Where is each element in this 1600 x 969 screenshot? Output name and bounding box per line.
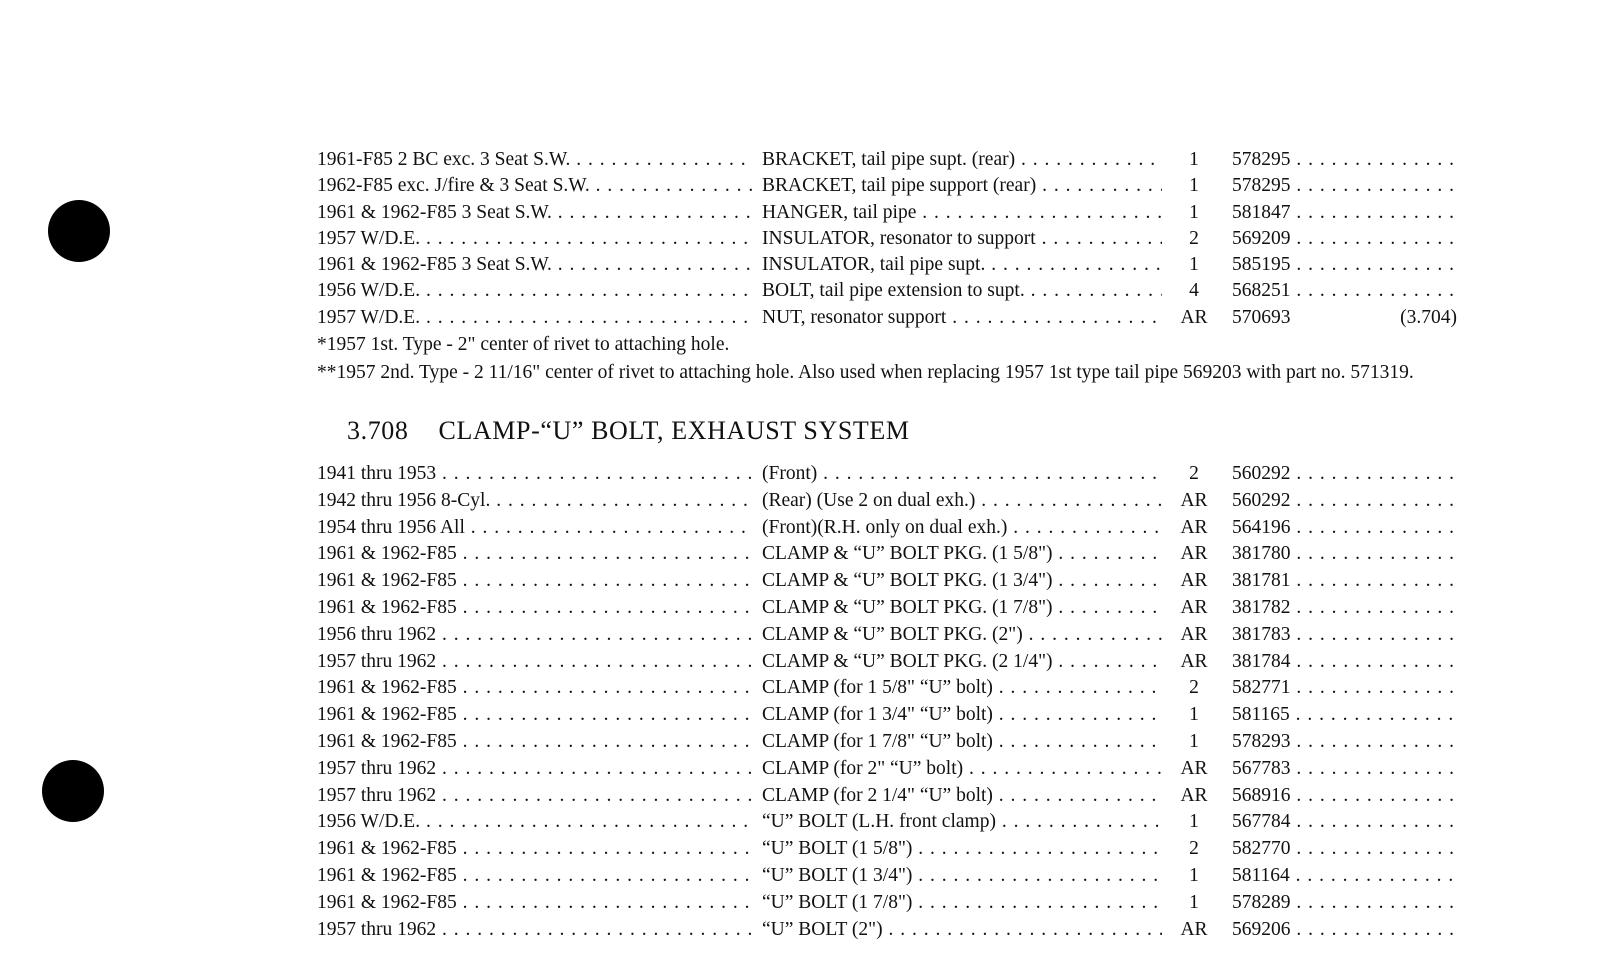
part-number-cell: 581847 . . . — [1232, 200, 1457, 226]
description-cell: CLAMP & “U” BOLT PKG. (1 5/8") . . . — [762, 540, 1162, 567]
description-cell: (Front) . . . — [762, 460, 1162, 487]
application-cell: 1961 & 1962-F85 . . . — [317, 862, 752, 889]
application-cell: 1956 thru 1962 . . . — [317, 621, 752, 648]
quantity-cell: 1 — [1189, 811, 1199, 833]
quantity-cell: AR — [1180, 306, 1208, 328]
footnote-second-type: **1957 2nd. Type - 2 11/16" center of rivet to attaching hole. Also used when replacing 1957 1st type tail pipe 569203 with part no. 571319. — [317, 362, 1414, 384]
quantity-cell: 1 — [1189, 704, 1199, 726]
application-cell: 1956 W/D.E. . . . — [317, 278, 752, 304]
quantity-cell: 1 — [1189, 865, 1199, 887]
parts-row — [317, 594, 1487, 621]
application-cell: 1962-F85 exc. J/fire & 3 Seat S.W. . . . — [317, 173, 752, 199]
parts-row — [317, 173, 1487, 199]
parts-row — [317, 835, 1487, 862]
quantity-cell: 2 — [1189, 227, 1199, 249]
section-reference: (3.704) — [1400, 306, 1457, 328]
application-cell: 1961 & 1962-F85 . . . — [317, 540, 752, 567]
section-title: CLAMP-“U” BOLT, EXHAUST SYSTEM — [438, 416, 910, 446]
part-number-cell: 567784 . . . — [1232, 808, 1457, 835]
quantity-cell: AR — [1180, 650, 1208, 672]
quantity-cell: AR — [1180, 516, 1208, 538]
description-cell: CLAMP (for 1 3/4" “U” bolt) . . . — [762, 701, 1162, 728]
quantity-cell: 2 — [1189, 677, 1199, 699]
parts-row — [317, 728, 1487, 755]
quantity-cell: AR — [1180, 757, 1208, 779]
description-cell: INSULATOR, tail pipe supt. . . . — [762, 252, 1162, 278]
application-cell: 1961-F85 2 BC exc. 3 Seat S.W. . . . — [317, 147, 752, 173]
parts-row — [317, 674, 1487, 701]
application-cell: 1957 thru 1962 . . . — [317, 916, 752, 943]
part-number-cell: 569206 . . . — [1232, 916, 1457, 943]
parts-row — [317, 889, 1487, 916]
part-number-cell: 560292 . . . — [1232, 487, 1457, 514]
parts-row — [317, 701, 1487, 728]
application-cell: 1954 thru 1956 All . . . — [317, 514, 752, 541]
quantity-cell: 1 — [1189, 149, 1199, 170]
parts-row — [317, 487, 1487, 514]
quantity-cell: 1 — [1189, 891, 1199, 913]
parts-row — [317, 808, 1487, 835]
parts-row — [317, 278, 1487, 304]
section-heading — [347, 416, 1487, 446]
part-number-cell: 582770 . . . — [1232, 835, 1457, 862]
quantity-cell: AR — [1180, 597, 1208, 619]
quantity-cell: AR — [1180, 918, 1208, 940]
application-cell: 1961 & 1962-F85 3 Seat S.W. . . . — [317, 252, 752, 278]
quantity-cell: AR — [1180, 784, 1208, 806]
quantity-cell: 1 — [1189, 731, 1199, 753]
application-cell: 1961 & 1962-F85 . . . — [317, 567, 752, 594]
part-number-cell: 569209 . . . — [1232, 226, 1457, 252]
application-cell: 1961 & 1962-F85 . . . — [317, 674, 752, 701]
description-cell: (Rear) (Use 2 on dual exh.) . . . — [762, 487, 1162, 514]
part-number-cell: 578295 . . . — [1232, 173, 1457, 199]
part-number-cell: 560292 . . . — [1232, 460, 1457, 487]
quantity-cell: 2 — [1189, 838, 1199, 860]
section-number: 3.708 — [347, 416, 409, 446]
part-number-cell: 578289 . . . — [1232, 889, 1457, 916]
binder-hole-top — [48, 200, 110, 262]
description-cell: BOLT, tail pipe extension to supt. . . . — [762, 278, 1162, 304]
application-cell: 1956 W/D.E. . . . — [317, 808, 752, 835]
quantity-cell: 1 — [1189, 201, 1199, 223]
application-cell: 1961 & 1962-F85 . . . — [317, 594, 752, 621]
parts-row — [317, 460, 1487, 487]
application-cell: 1961 & 1962-F85 . . . — [317, 835, 752, 862]
part-number-cell: 585195 . . . — [1232, 252, 1457, 278]
parts-row — [317, 514, 1487, 541]
description-cell: “U” BOLT (1 7/8") . . . — [762, 889, 1162, 916]
parts-row — [317, 567, 1487, 594]
parts-table-clamp-u-bolt — [317, 460, 1487, 942]
quantity-cell: AR — [1180, 489, 1208, 511]
parts-row — [317, 862, 1487, 889]
quantity-cell: 1 — [1189, 175, 1199, 197]
parts-row — [317, 252, 1487, 278]
quantity-cell: 2 — [1189, 463, 1199, 485]
part-number-cell: 381780 . . . — [1232, 540, 1457, 567]
part-number-cell: 381781 . . . — [1232, 567, 1457, 594]
description-cell: CLAMP & “U” BOLT PKG. (2") . . . — [762, 621, 1162, 648]
application-cell: 1957 W/D.E. . . . — [317, 305, 752, 331]
parts-row — [317, 782, 1487, 809]
parts-row — [317, 226, 1487, 252]
quantity-cell: 1 — [1189, 254, 1199, 276]
part-number-cell: 581164 . . . — [1232, 862, 1457, 889]
parts-table-upper — [317, 147, 1487, 331]
description-cell: “U” BOLT (1 3/4") . . . — [762, 862, 1162, 889]
description-cell: (Front)(R.H. only on dual exh.) . . . — [762, 514, 1162, 541]
quantity-cell: AR — [1180, 623, 1208, 645]
part-number-cell: 381784 . . . — [1232, 648, 1457, 675]
parts-row — [317, 200, 1487, 226]
description-cell: “U” BOLT (2") . . . — [762, 916, 1162, 943]
application-cell: 1961 & 1962-F85 . . . — [317, 889, 752, 916]
application-cell: 1957 W/D.E. . . . — [317, 226, 752, 252]
application-cell: 1961 & 1962-F85 . . . — [317, 701, 752, 728]
description-cell: CLAMP & “U” BOLT PKG. (1 7/8") . . . — [762, 594, 1162, 621]
part-number-cell: 581165 . . . — [1232, 701, 1457, 728]
description-cell: BRACKET, tail pipe supt. (rear) . . . — [762, 147, 1162, 173]
application-cell: 1957 thru 1962 . . . — [317, 755, 752, 782]
parts-row — [317, 621, 1487, 648]
application-cell: 1957 thru 1962 . . . — [317, 782, 752, 809]
application-cell: 1941 thru 1953 . . . — [317, 460, 752, 487]
parts-row — [317, 755, 1487, 782]
parts-row — [317, 916, 1487, 943]
part-number-cell: 568251 . . . — [1232, 278, 1457, 304]
parts-catalog-page — [317, 147, 1487, 942]
footnote-first-type: *1957 1st. Type - 2" center of rivet to attaching hole. — [317, 334, 730, 356]
description-cell: INSULATOR, resonator to support . . . — [762, 226, 1162, 252]
part-number-cell: 564196 . . . — [1232, 514, 1457, 541]
binder-hole-bottom — [42, 760, 104, 822]
part-number-cell: 381783 . . . — [1232, 621, 1457, 648]
part-number-cell: 567783 . . . — [1232, 755, 1457, 782]
part-number-cell: 570693 — [1232, 306, 1291, 328]
application-cell: 1942 thru 1956 8-Cyl. . . . — [317, 487, 752, 514]
part-number-cell: 578295 . . . — [1232, 147, 1457, 173]
application-cell: 1961 & 1962-F85 3 Seat S.W. . . . — [317, 200, 752, 226]
application-cell: 1961 & 1962-F85 . . . — [317, 728, 752, 755]
parts-row — [317, 540, 1487, 567]
parts-row — [317, 147, 1487, 173]
description-cell: CLAMP (for 2" “U” bolt) . . . — [762, 755, 1162, 782]
parts-row — [317, 648, 1487, 675]
description-cell: CLAMP & “U” BOLT PKG. (1 3/4") . . . — [762, 567, 1162, 594]
description-cell: CLAMP (for 1 5/8" “U” bolt) . . . — [762, 674, 1162, 701]
description-cell: NUT, resonator support . . . — [762, 305, 1162, 331]
part-number-cell: 582771 . . . — [1232, 674, 1457, 701]
application-cell: 1957 thru 1962 . . . — [317, 648, 752, 675]
parts-row — [317, 305, 1487, 331]
quantity-cell: 4 — [1189, 280, 1199, 302]
part-number-cell: 578293 . . . — [1232, 728, 1457, 755]
description-cell: CLAMP (for 2 1/4" “U” bolt) . . . — [762, 782, 1162, 809]
description-cell: CLAMP & “U” BOLT PKG. (2 1/4") . . . — [762, 648, 1162, 675]
description-cell: “U” BOLT (L.H. front clamp) . . . — [762, 808, 1162, 835]
description-cell: “U” BOLT (1 5/8") . . . — [762, 835, 1162, 862]
part-number-cell: 568916 . . . — [1232, 782, 1457, 809]
part-number-cell: 381782 . . . — [1232, 594, 1457, 621]
description-cell: HANGER, tail pipe . . . — [762, 200, 1162, 226]
quantity-cell: AR — [1180, 570, 1208, 592]
quantity-cell: AR — [1180, 543, 1208, 565]
description-cell: CLAMP (for 1 7/8" “U” bolt) . . . — [762, 728, 1162, 755]
description-cell: BRACKET, tail pipe support (rear) . . . — [762, 173, 1162, 199]
